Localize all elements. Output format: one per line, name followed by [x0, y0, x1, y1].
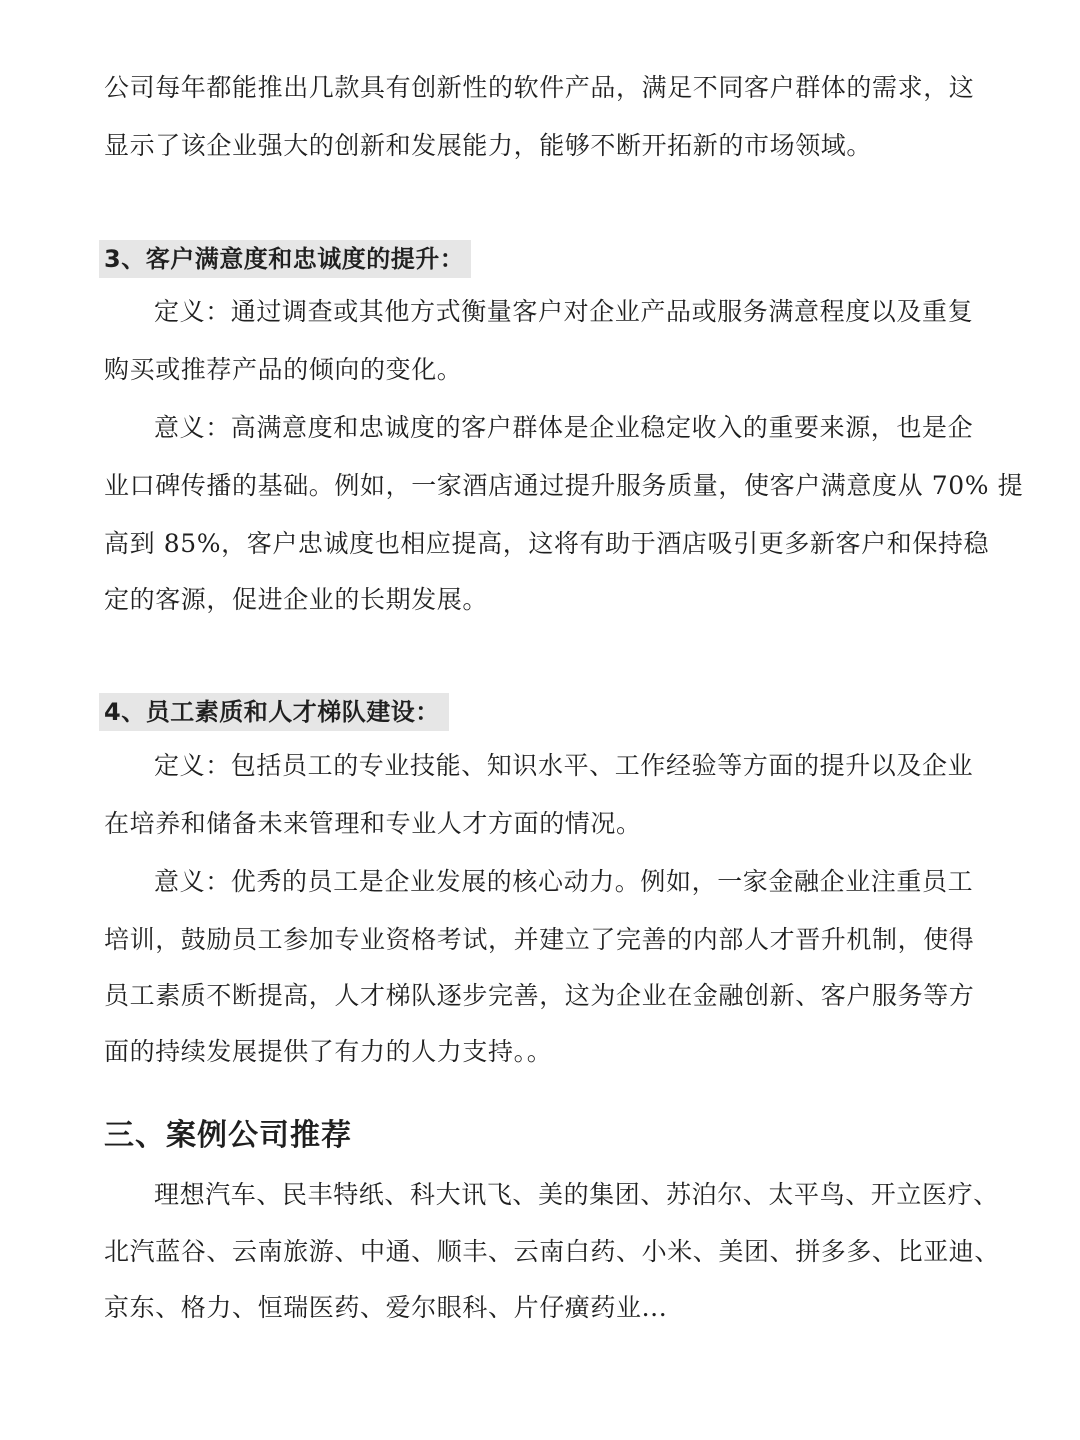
company-list-line-2: 北汽蓝谷、云南旅游、中通、顺丰、云南白药、小米、美团、拼多多、比亚迪、 — [104, 1237, 1001, 1266]
item4-significance-line-4: 面的持续发展提供了有力的人力支持。。 — [104, 1037, 553, 1066]
item4-significance-line-3: 员工素质不断提高，人才梯队逐步完善，这为企业在金融创新、客户服务等方 — [104, 981, 975, 1010]
intro-line-1: 公司每年都能推出几款具有创新性的软件产品，满足不同客户群体的需求，这 — [104, 73, 975, 102]
item4-significance-line-2: 培训，鼓励员工参加专业资格考试，并建立了完善的内部人才晋升机制，使得 — [104, 925, 975, 954]
item3-significance-line-2: 业口碑传播的基础。例如，一家酒店通过提升服务质量，使客户满意度从 70% 提 — [104, 471, 1024, 500]
section-title-case-companies: 三、案例公司推荐 — [104, 1118, 352, 1153]
company-list-line-1: 理想汽车、民丰特纸、科大讯飞、美的集团、苏泊尔、太平鸟、开立医疗、 — [154, 1180, 999, 1209]
item4-significance-line-1: 意义：优秀的员工是企业发展的核心动力。例如，一家金融企业注重员工 — [154, 867, 974, 896]
item3-significance-line-3: 高到 85%，客户忠诚度也相应提高，这将有助于酒店吸引更多新客户和保持稳 — [104, 529, 990, 558]
item3-definition-line-2: 购买或推荐产品的倾向的变化。 — [104, 355, 463, 384]
item3-significance-line-1: 意义：高满意度和忠诚度的客户群体是企业稳定收入的重要来源，也是企 — [154, 413, 974, 442]
item4-definition-line-2: 在培养和储备未来管理和专业人才方面的情况。 — [104, 809, 642, 838]
item4-heading: 4、员工素质和人才梯队建设： — [104, 698, 440, 726]
item3-heading: 3、客户满意度和忠诚度的提升： — [104, 245, 465, 273]
company-list-line-3: 京东、格力、恒瑞医药、爱尔眼科、片仔癀药业... — [104, 1293, 668, 1322]
item3-significance-line-4: 定的客源，促进企业的长期发展。 — [104, 585, 489, 614]
item4-definition-line-1: 定义：包括员工的专业技能、知识水平、工作经验等方面的提升以及企业 — [154, 751, 974, 780]
item3-definition-line-1: 定义：通过调查或其他方式衡量客户对企业产品或服务满意程度以及重复 — [154, 297, 974, 326]
intro-line-2: 显示了该企业强大的创新和发展能力，能够不断开拓新的市场领域。 — [104, 131, 873, 160]
